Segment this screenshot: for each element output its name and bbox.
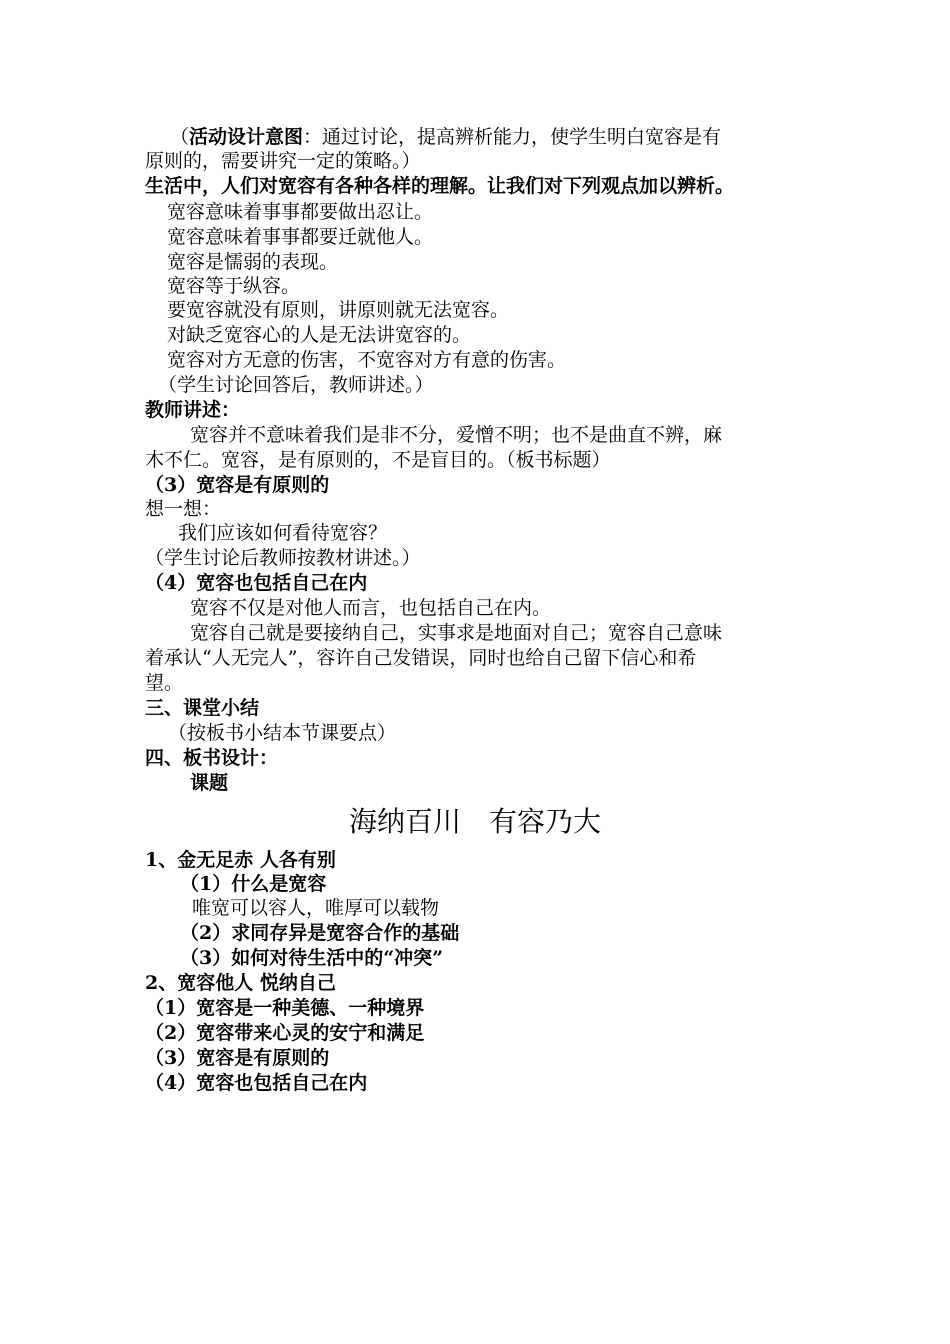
board-item: 唯宽可以容人，唯厚可以载物 <box>192 897 440 919</box>
view-item: 宽容意味着事事都要迁就他人。 <box>167 226 434 248</box>
section-4-para-2a: 宽容自己就是要接纳自己，实事求是地面对自己；宽容自己意味 <box>190 622 723 644</box>
discuss-note: （学生讨论回答后，教师讲述。） <box>158 374 434 396</box>
summary-heading: 三、课堂小结 <box>145 697 260 719</box>
section-4-heading: （4）宽容也包括自己在内 <box>145 572 368 594</box>
think-note: （学生讨论后教师按教材讲述。） <box>145 547 421 569</box>
intent-line-2: 原则的，需要讲究一定的策略。） <box>145 150 421 172</box>
board-item: （1）宽容是一种美德、一种境界 <box>145 997 425 1019</box>
view-item: 宽容是懦弱的表现。 <box>167 251 339 273</box>
intent-line-1: （活动设计意图：通过讨论，提高辨析能力，使学生明白宽容是有 <box>170 126 722 148</box>
board-item: （2）宽容带来心灵的安宁和满足 <box>145 1022 425 1044</box>
view-item: 要宽容就没有原则，讲原则就无法宽容。 <box>167 299 510 321</box>
summary-text: （按板书小结本节课要点） <box>168 722 397 744</box>
board-item: （3）如何对待生活中的“冲突” <box>180 947 444 969</box>
board-item: （1）什么是宽容 <box>180 873 327 895</box>
intent-text: ：通过讨论，提高辨析能力，使学生明白宽容是有 <box>303 126 722 148</box>
section-4-para-2c: 望。 <box>145 672 184 694</box>
teacher-line-2: 木不仁。宽容，是有原则的，不是盲目的。（板书标题） <box>145 449 611 471</box>
intent-label: 活动设计意图 <box>189 126 304 148</box>
view-item: 宽容对方无意的伤害，不宽容对方有意的伤害。 <box>167 349 567 371</box>
board-item: （2）求同存异是宽容合作的基础 <box>180 922 460 944</box>
view-item: 宽容意味着事事都要做出忍让。 <box>167 201 434 223</box>
board-item: 2、宽容他人 悦纳自己 <box>145 972 336 994</box>
prompt-line: 生活中，人们对宽容有各种各样的理解。让我们对下列观点加以辨析。 <box>145 175 735 197</box>
section-4-para-2b: 着承认“人无完人”，容许自己发错误，同时也给自己留下信心和希 <box>145 647 697 669</box>
board-item: （4）宽容也包括自己在内 <box>145 1072 368 1094</box>
teacher-heading: 教师讲述： <box>145 399 241 421</box>
teacher-line-1: 宽容并不意味着我们是非不分，爱憎不明；也不是曲直不辨，麻 <box>190 424 723 446</box>
board-item: （3）宽容是有原则的 <box>145 1047 330 1069</box>
section-4-para-1: 宽容不仅是对他人而言，也包括自己在内。 <box>190 597 552 619</box>
board-item: 1、金无足赤 人各有别 <box>145 849 336 871</box>
board-title: 海纳百川 有容乃大 <box>348 805 601 838</box>
section-3-heading: （3）宽容是有原则的 <box>145 474 330 496</box>
think-question: 我们应该如何看待宽容？ <box>178 522 388 544</box>
board-heading: 四、板书设计： <box>145 747 279 769</box>
view-item: 对缺乏宽容心的人是无法讲宽容的。 <box>167 324 472 346</box>
think-heading: 想一想： <box>145 498 222 520</box>
view-item: 宽容等于纵容。 <box>167 275 301 297</box>
board-label: 课题 <box>190 772 229 794</box>
